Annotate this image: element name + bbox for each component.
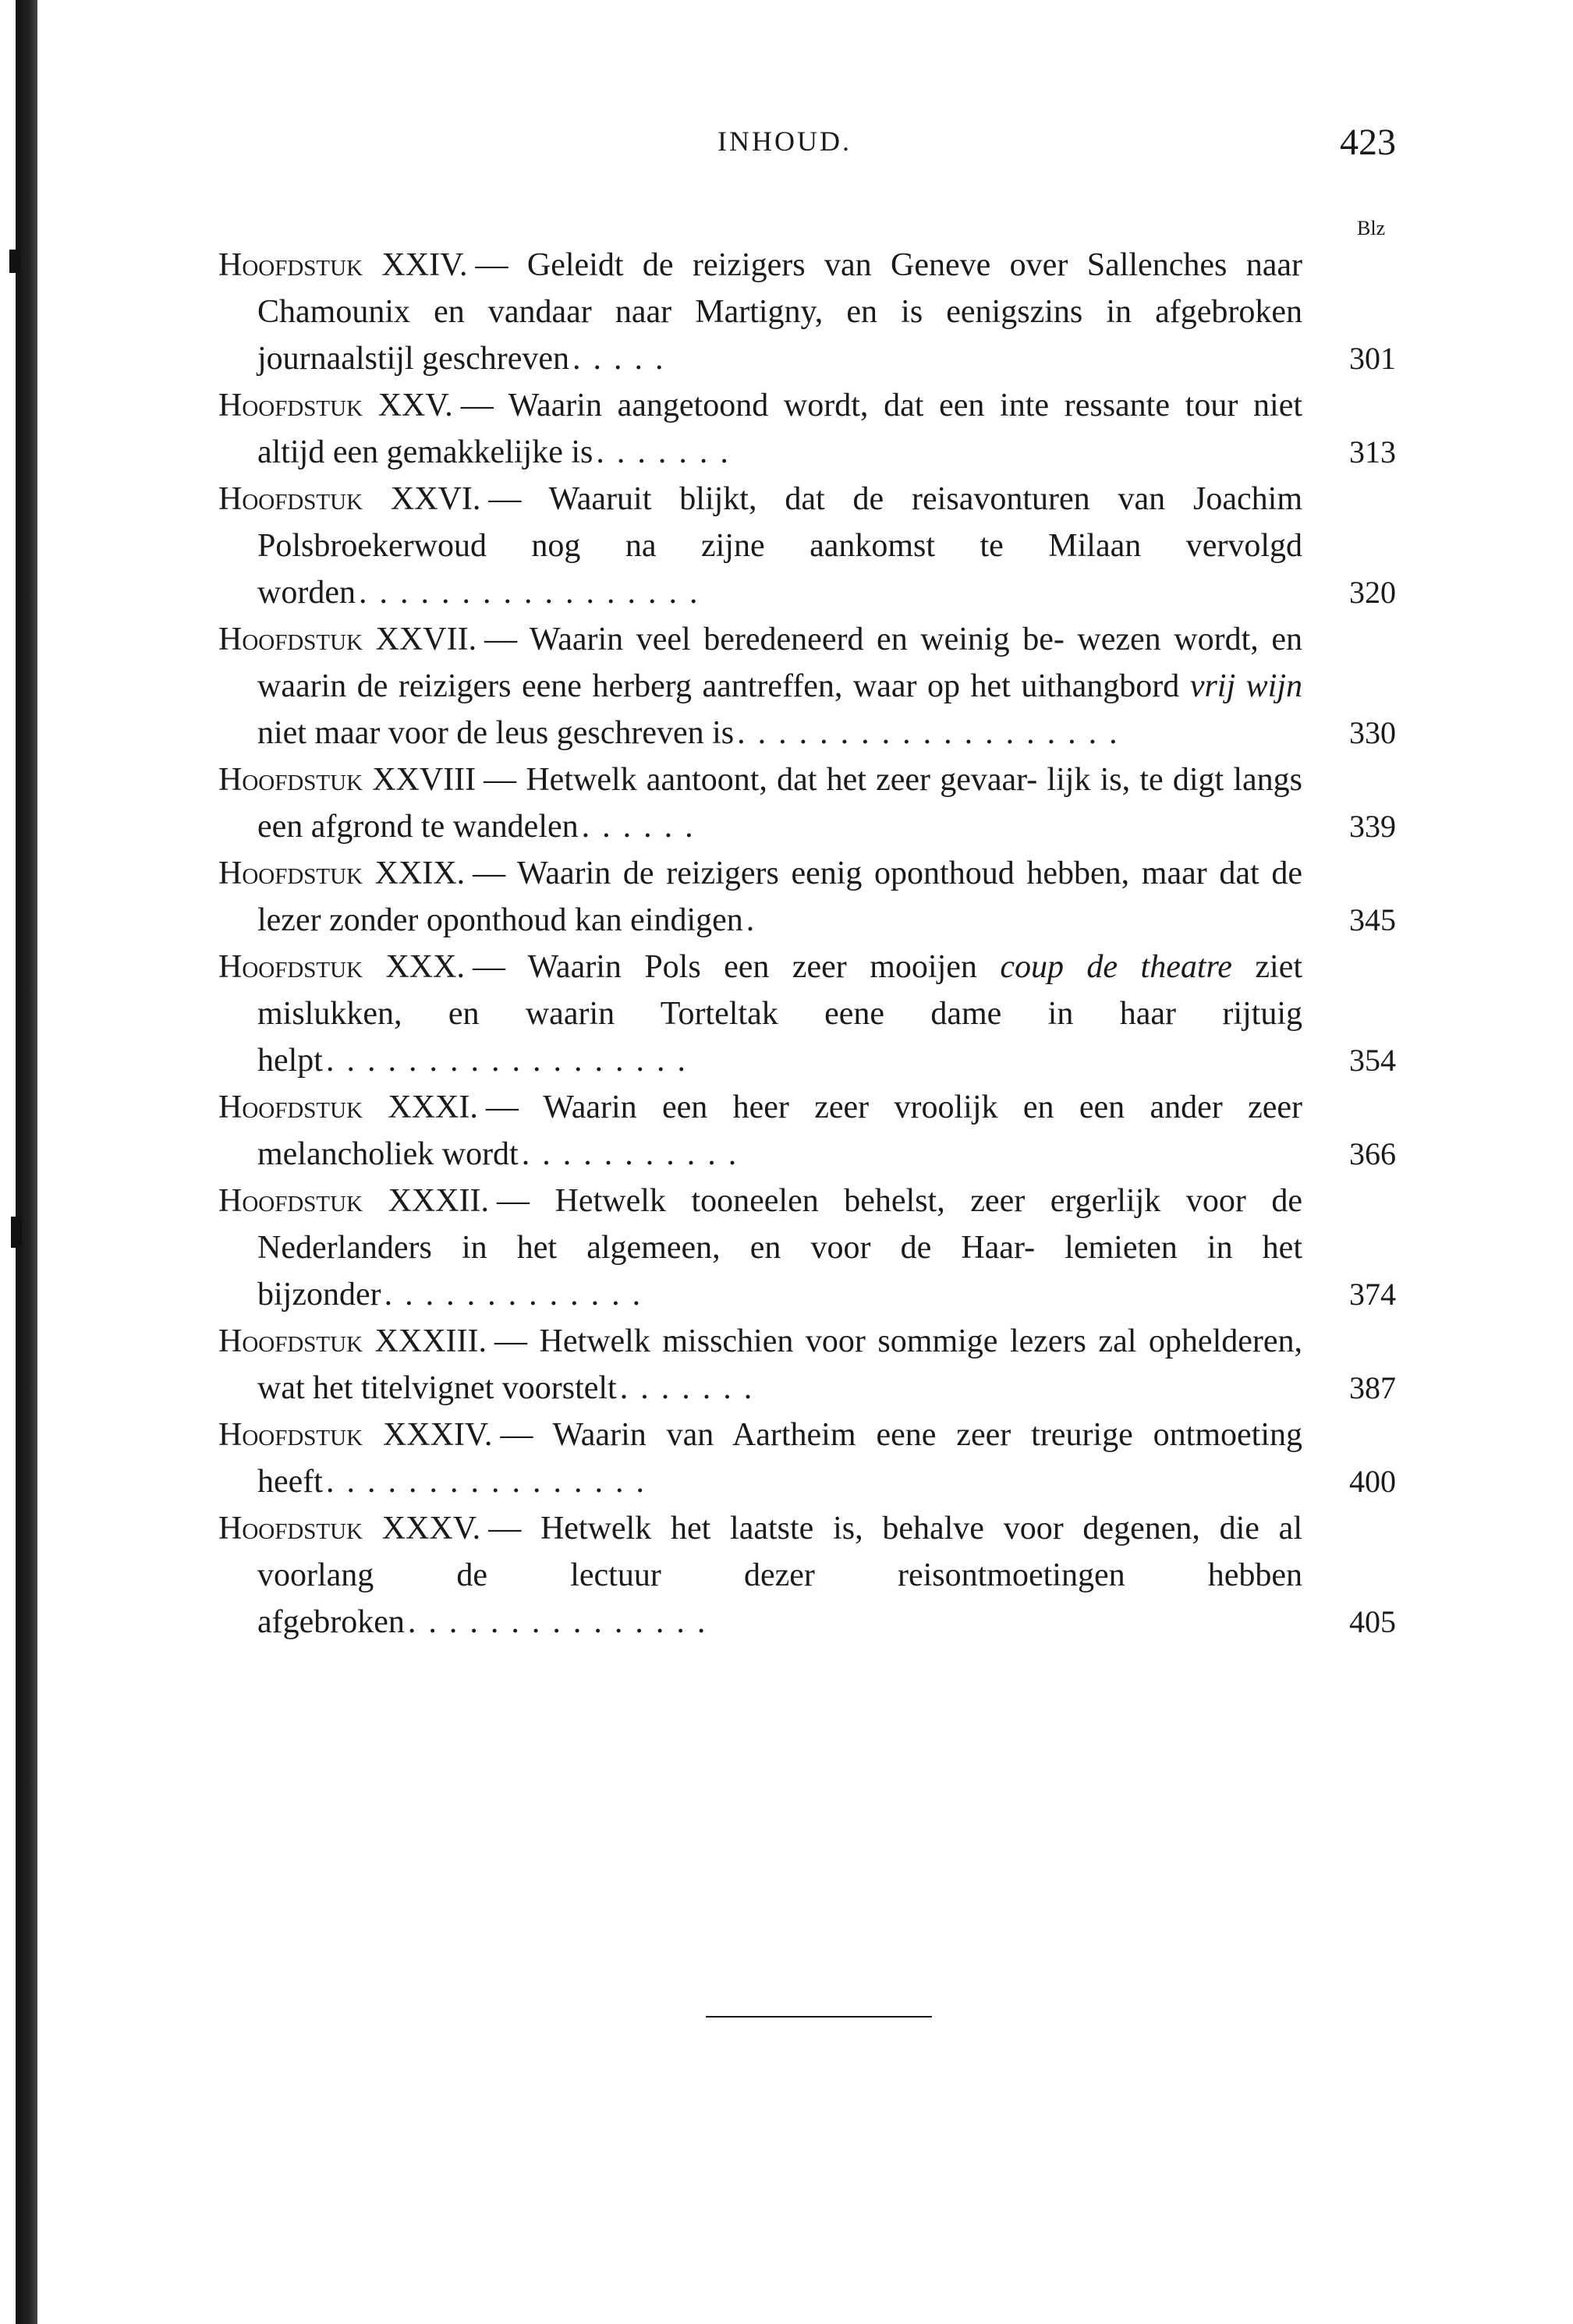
chapter-label: Hoofdstuk XXVI. [218, 481, 481, 517]
chapter-label: Hoofdstuk XXIX. [218, 856, 466, 891]
toc-entry-xxxiii [218, 1318, 1396, 1412]
dot-leaders: ....... [619, 1370, 765, 1406]
dot-leaders: ....... [596, 434, 741, 470]
page-column-label: Blz [1357, 217, 1386, 239]
entry-description: — Hetwelk het laatste is, behalve voor degenen, die al voorlang de lectuur dezer reisontmoetingen hebben afgebroken [257, 1511, 1302, 1640]
toc-entry-xxvi [218, 476, 1396, 616]
entry-page-number: 387 [1349, 1370, 1396, 1405]
entry-text [218, 1412, 1302, 1505]
entry-text [218, 476, 1302, 616]
entry-description: — Hetwelk aantoont, dat het zeer gevaar- lijk is, te digt langs een afgrond te wandelen [257, 762, 1302, 845]
toc-entry-xxxi [218, 1084, 1396, 1178]
toc-entry-xxxv [218, 1505, 1396, 1646]
chapter-label: Hoofdstuk XXIV. [218, 247, 468, 283]
entry-description-continued: ziet mislukken, en waarin Torteltak eene dame in haar rijtuig helpt [257, 949, 1303, 1079]
entry-text [218, 756, 1302, 850]
entry-description: — Waarin van Aartheim eene zeer treurige ontmoeting heeft [257, 1417, 1302, 1500]
page-number: 423 [1340, 122, 1396, 163]
entry-page-number: 345 [1349, 902, 1396, 937]
chapter-label: Hoofdstuk XXVIII [218, 762, 477, 798]
dot-leaders: ................ [325, 1464, 657, 1500]
toc-entry-xxx [218, 944, 1396, 1084]
entry-description: — Geleidt de reizigers van Geneve over Sallenches naar Chamounix en vandaar naar Martigny, en is eenigszins in afgebroken journaalstijl geschreven [257, 247, 1302, 377]
entry-text [218, 944, 1302, 1084]
entry-text [218, 1178, 1302, 1318]
entry-page-number: 405 [1349, 1604, 1396, 1639]
entry-description: — Hetwelk tooneelen behelst, zeer ergerlijk voor de Nederlanders in het algemeen, en voor de Haar- lemieten in het bijzonder [257, 1183, 1302, 1313]
entry-text [218, 242, 1302, 382]
italic-phrase: vrij wijn [1189, 668, 1302, 704]
toc-entry-xxviii [218, 756, 1396, 850]
dot-leaders: ................... [737, 715, 1130, 751]
toc-entry-xxix [218, 850, 1396, 944]
entry-text [218, 850, 1302, 944]
entry-page-number: 354 [1349, 1043, 1396, 1078]
chapter-label: Hoofdstuk XXXI. [218, 1089, 478, 1125]
dot-leaders: .................. [325, 1043, 698, 1079]
entry-page-number: 313 [1349, 434, 1396, 469]
entry-page-number: 330 [1349, 715, 1396, 750]
entry-description: — Hetwelk misschien voor sommige lezers zal ophelderen, wat het titelvignet voorstelt [257, 1323, 1303, 1406]
toc-entry-xxv [218, 382, 1396, 476]
chapter-label: Hoofdstuk XXXII. [218, 1183, 490, 1219]
entry-text [218, 382, 1302, 476]
entry-description: — Waarin de reizigers eenig oponthoud hebben, maar dat de lezer zonder oponthoud kan eindigen [257, 856, 1302, 938]
chapter-label: Hoofdstuk XXVII. [218, 622, 477, 657]
end-rule [706, 2016, 932, 2018]
chapter-label: Hoofdstuk XXXIV. [218, 1417, 493, 1453]
toc-entry-xxxiv [218, 1412, 1396, 1505]
running-title: INHOUD. [717, 126, 852, 157]
entry-page-number: 339 [1349, 809, 1396, 844]
entry-description: — Waarin Pols een zeer mooijen [472, 949, 977, 985]
entry-text [218, 1505, 1302, 1646]
toc-entry-xxxii [218, 1178, 1396, 1318]
page-header [218, 121, 1396, 175]
entry-page-number: 400 [1349, 1464, 1396, 1499]
dot-leaders: ............. [384, 1277, 654, 1313]
chapter-label: Hoofdstuk XXXIII. [218, 1323, 487, 1359]
toc-entry-xxvii [218, 616, 1396, 756]
entry-description-continued: niet maar voor de leus geschreven is [257, 715, 735, 751]
entry-description: — Waarin veel beredeneerd en weinig be- wezen wordt, en waarin de reizigers eene herberg aantreffen, waar op het uithangbord [257, 622, 1302, 704]
chapter-label: Hoofdstuk XXXV. [218, 1511, 481, 1546]
chapter-label: Hoofdstuk XXX. [218, 949, 465, 985]
dot-leaders: ...... [581, 809, 706, 845]
entry-page-number: 366 [1349, 1136, 1396, 1171]
dot-leaders: . [746, 902, 767, 938]
entry-description: — Waarin een heer zeer vroolijk en een ander zeer melancholiek wordt [257, 1089, 1302, 1172]
chapter-label: Hoofdstuk XXV. [218, 388, 453, 423]
entry-page-number: 374 [1349, 1277, 1396, 1312]
dot-leaders: ........... [521, 1136, 749, 1172]
entry-description: — Waarin aangetoond wordt, dat een inte ressante tour niet altijd een gemakkelijke is [257, 388, 1302, 470]
entry-page-number: 301 [1349, 341, 1396, 376]
entry-page-number: 320 [1349, 575, 1396, 610]
dot-leaders: ..... [572, 341, 676, 377]
dot-leaders: ................. [358, 575, 710, 611]
entry-description: — Waaruit blijkt, dat de reisavonturen van Joachim Polsbroekerwoud nog na zijne aankomst te Milaan vervolgd worden [257, 481, 1302, 611]
italic-phrase: coup de theatre [1000, 949, 1232, 985]
table-of-contents [218, 242, 1396, 1646]
entry-text [218, 1318, 1302, 1412]
entry-text [218, 1084, 1302, 1178]
toc-entry-xxiv [218, 242, 1396, 382]
entry-text [218, 616, 1302, 756]
binding-edge [16, 0, 37, 2324]
dot-leaders: ............... [407, 1604, 718, 1640]
